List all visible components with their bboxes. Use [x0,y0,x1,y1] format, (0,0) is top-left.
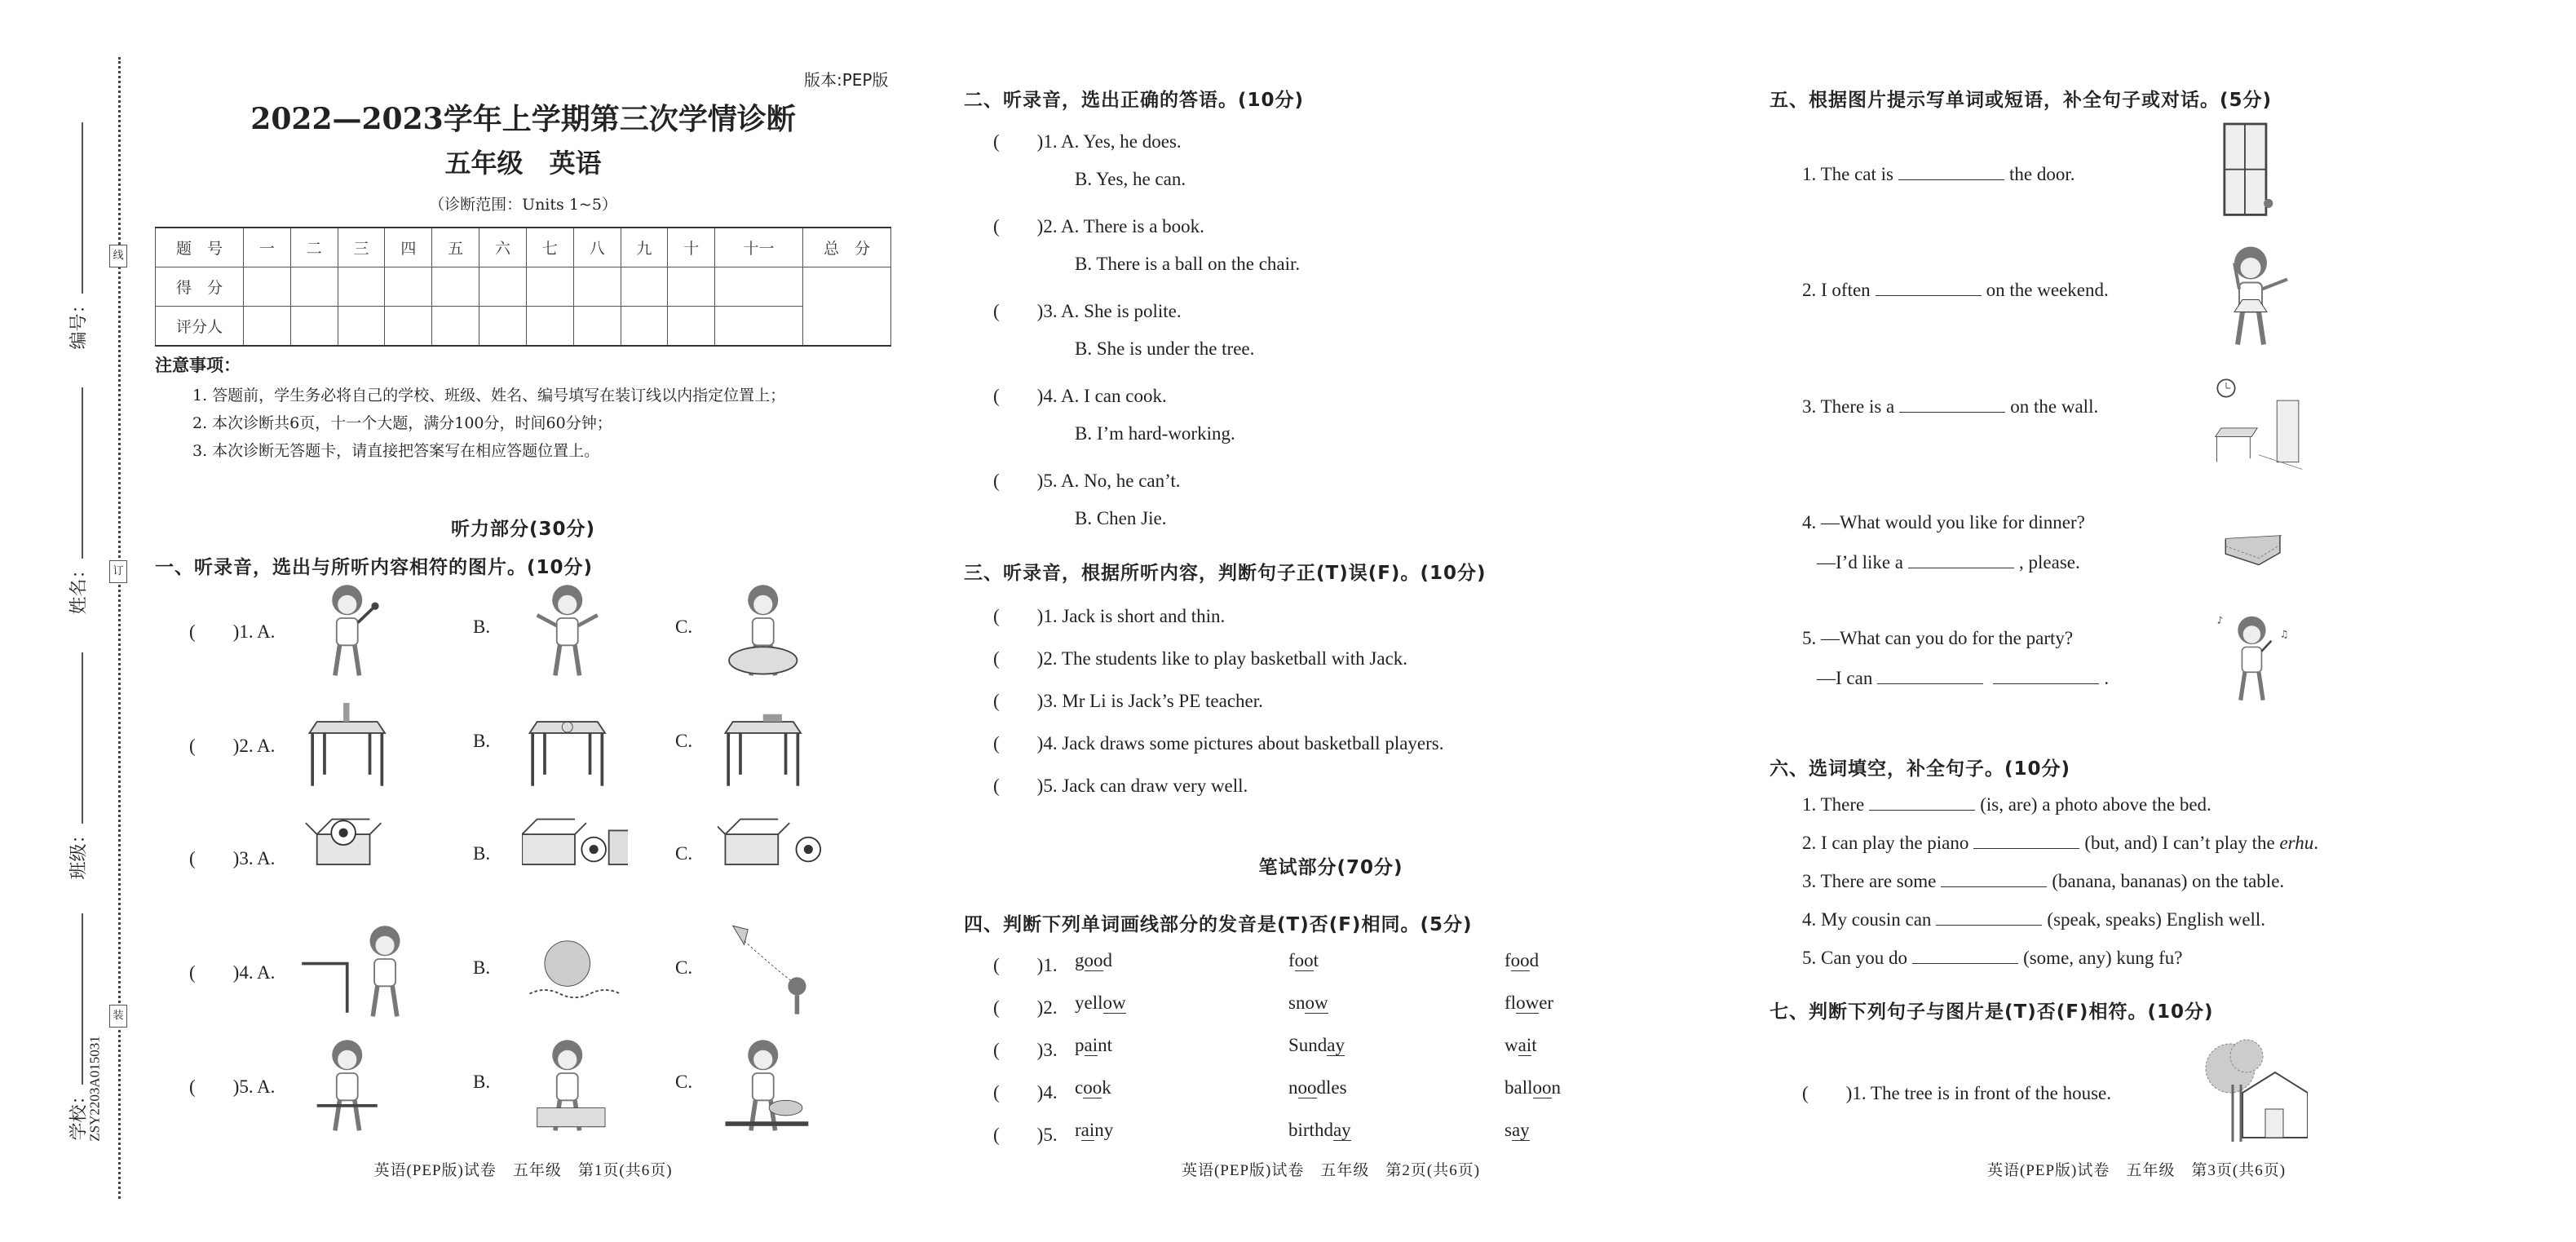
answer-blank[interactable] [1876,279,1982,296]
sentence-start: 3. There is a [1802,396,1895,417]
sentence-start: 2. I often [1802,280,1871,300]
sentence-period: . [2313,833,2318,853]
sandwich-icon [2210,506,2308,587]
word-part: sn [1288,992,1306,1013]
number-field-label: 编号： [68,295,90,350]
choose-word-sentence [1802,908,2265,930]
sentence-start: 2. I can play the piano [1802,833,1969,853]
edition-label: 版本:PEP版 [804,70,889,90]
choose-word-sentence [1802,832,2318,854]
word-part: r [1075,1120,1081,1140]
girl-drawing-icon [302,1032,408,1134]
score-cell[interactable] [338,267,385,307]
score-table-row [156,307,891,347]
score-cell[interactable] [244,307,291,347]
score-table-header-cell: 十 [668,228,715,267]
girl-cooking-icon [718,1032,824,1134]
answer-blank[interactable] [1912,947,2018,964]
pronunciation-word [1288,1120,1351,1141]
score-table-header-cell: 二 [290,228,338,267]
true-false-statement: ( )1. The tree is in front of the house. [1802,1083,2111,1103]
sentence-end: (some, any) kung fu? [2023,948,2183,968]
word-part: p [1075,1035,1085,1055]
score-cell[interactable] [338,307,385,347]
score-table-header-cell: 八 [573,228,621,267]
word-part: c [1075,1077,1084,1098]
question-label: ( )5. A. [189,1076,276,1097]
ball-beside-box-icon [718,804,824,906]
option-b-label: B. [473,731,491,751]
notes-title: 注意事项： [155,356,241,375]
question-label: ( )1. A. [189,621,276,642]
fill-blank-sentence [1817,551,2080,573]
score-cell[interactable] [621,307,668,347]
choose-word-sentence [1802,870,2284,892]
underlined-letters: oo [1083,1077,1102,1098]
note-item: 2. 本次诊断共6页，十一个大题，满分100分，时间60分钟； [192,414,612,432]
note-item: 1. 答题前，学生务必将自己的学校、班级、姓名、编号填写在装订线以内指定位置上； [192,387,786,404]
section6-heading: 六、选词填空，补全句子。(10分) [1770,758,2071,780]
class-field-label: 班级： [68,825,90,880]
girl-singing-icon [2210,595,2308,718]
word-part: ny [1094,1120,1114,1140]
true-false-statement: ( )3. Mr Li is Jack’s PE teacher. [993,691,1263,711]
score-cell[interactable] [573,267,621,307]
page1-footer: 英语(PEP版)试卷 五年级 第1页(共6页) [373,1162,673,1179]
dialogue-question: 5. —What can you do for the party? [1802,628,2074,648]
word-part: n [1551,1077,1561,1098]
score-cell[interactable] [668,307,715,347]
score-cell[interactable] [479,307,527,347]
question-option-b: B. Yes, he can. [1075,169,1186,189]
word-part: ball [1505,1077,1533,1098]
underlined-letters: ai [1518,1035,1532,1055]
underlined-letters: oo [1084,950,1103,970]
score-table-header-cell: 总 分 [803,228,891,267]
score-table-header-cell: 九 [621,228,668,267]
sentence-end: . [2104,668,2110,688]
score-cell[interactable] [526,267,573,307]
section5-heading: 五、根据图片提示写单词或短语，补全句子或对话。(5分) [1770,90,2273,111]
section2-heading: 二、听录音，选出正确的答语。(10分) [964,90,1305,111]
sentence-end: on the wall. [2010,396,2099,417]
door-with-cat-icon [2202,114,2308,228]
underlined-letters: ay [1327,1035,1345,1055]
answer-blank[interactable] [1936,908,2042,926]
name-field[interactable] [82,387,83,559]
answer-blank[interactable] [1877,667,1983,684]
question-option-a: ( )5. A. No, he can’t. [993,471,1181,491]
underlined-letters: oo [1510,950,1530,970]
question-number: ( )3. [993,1040,1058,1060]
word-part: d [1102,950,1112,970]
svg-text:♫: ♫ [2279,628,2289,640]
score-cell[interactable] [479,267,527,307]
score-cell[interactable] [668,267,715,307]
word-part: er [1539,992,1554,1013]
tree-and-house-icon [2194,1036,2308,1146]
sentence-end: (banana, bananas) on the table. [2052,871,2285,891]
pronunciation-word [1288,950,1319,971]
binding-dotted-line [118,57,121,1199]
staple-mark-zhuang: 装 [109,1005,127,1028]
underlined-letters: oo [1294,950,1314,970]
score-table-header-cell: 一 [244,228,291,267]
clock-on-wall-icon [2202,375,2316,473]
score-table-header-cell: 四 [385,228,432,267]
sentence-start: 1. There [1802,794,1865,815]
sentence-end: (is, are) a photo above the bed. [1980,794,2211,815]
word-part: d [1529,950,1540,970]
pronunciation-word [1288,1077,1347,1098]
number-field[interactable] [82,122,83,294]
score-cell[interactable] [621,267,668,307]
underlined-letters: oo [1297,1077,1317,1098]
fill-blank-sentence [1802,396,2098,418]
child-swimming-icon [522,918,628,1020]
option-c-label: C. [675,731,693,751]
sentence-start: 1. The cat is [1802,164,1893,184]
question-option-b: B. Chen Jie. [1075,508,1167,528]
score-cell[interactable] [385,267,432,307]
word-part: nt [1098,1035,1112,1055]
girl-ping-pong-icon [302,918,408,1020]
listening-part-title: 听力部分(30分) [450,519,596,540]
section1-heading: 一、听录音，选出与所听内容相符的图片。(10分) [155,557,594,578]
word-part: birthd [1288,1120,1333,1140]
line-mark: 线 [109,245,127,267]
diagnosis-scope: （诊断范围：Units 1~5） [429,196,617,214]
answer-blank[interactable] [1869,793,1975,811]
svg-text:♪: ♪ [2216,614,2224,626]
score-table-row-label: 评分人 [156,307,244,347]
underlined-letters: ai [1080,1120,1095,1140]
table-with-bottle-icon [302,692,408,793]
fill-blank-sentence [1802,163,2075,185]
section7-heading: 七、判断下列句子与图片是(T)否(F)相符。(10分) [1770,1001,2214,1023]
section3-heading: 三、听录音，根据所听内容，判断句子正(T)误(F)。(10分) [964,563,1487,584]
page2-footer: 英语(PEP版)试卷 五年级 第2页(共6页) [1181,1162,1481,1179]
paper-code: ZSY2203A015031 [86,1036,103,1142]
option-c-label: C. [675,1072,693,1092]
true-false-statement: ( )1. Jack is short and thin. [993,606,1226,626]
sentence-start: —I’d like a [1817,552,1904,572]
sentence-end: (speak, speaks) English well. [2047,909,2266,930]
question-option-a: ( )1. A. Yes, he does. [993,131,1182,152]
score-table-header-cell: 六 [479,228,527,267]
question-option-b: B. She is under the tree. [1075,338,1255,359]
question-option-a: ( )4. A. I can cook. [993,386,1167,406]
underlined-letters: ow [1102,992,1126,1013]
question-label: ( )4. A. [189,962,276,983]
answer-blank[interactable] [1941,870,2047,887]
score-cell[interactable] [244,267,291,307]
score-cell[interactable] [715,267,803,307]
word-part: dles [1316,1077,1347,1098]
option-b-label: B. [473,617,491,637]
score-cell[interactable] [432,267,479,307]
answer-blank[interactable] [1899,396,2005,413]
word-part: Sund [1288,1035,1328,1055]
option-b-label: B. [473,843,491,864]
underlined-letters: ay [1511,1120,1530,1140]
answer-blank[interactable] [1908,551,2014,568]
question-option-b: B. I’m hard-working. [1075,423,1235,444]
true-false-statement: ( )2. The students like to play basketball with Jack. [993,648,1408,669]
true-false-statement: ( )4. Jack draws some pictures about basketball players. [993,733,1444,754]
word-part: t [1531,1035,1537,1055]
score-cell[interactable] [715,307,803,347]
choose-word-sentence [1802,793,2211,815]
word-part: f [1288,950,1295,970]
pronunciation-word [1075,950,1112,971]
girl-writing-icon [522,1032,628,1134]
score-table-header-cell: 三 [338,228,385,267]
word-part: fl [1505,992,1517,1013]
underlined-letters: ay [1332,1120,1351,1140]
word-part: w [1505,1035,1518,1055]
answer-blank[interactable] [1973,832,2079,849]
sentence-start: 4. My cousin can [1802,909,1932,930]
sentence-start: 5. Can you do [1802,948,1908,968]
score-table-header-cell: 题 号 [156,228,244,267]
fill-blank-sentence [1817,667,2109,689]
pronunciation-word [1505,950,1539,971]
question-option-a: ( )2. A. There is a book. [993,216,1204,236]
question-number: ( )5. [993,1125,1058,1145]
pronunciation-word [1288,1035,1345,1056]
score-table [155,227,891,347]
sentence-start: —I can [1817,668,1873,688]
desk-with-book-icon [718,692,824,793]
question-number: ( )2. [993,997,1058,1018]
score-table-row [156,267,891,307]
girl-flying-kite-icon [718,918,824,1020]
score-cell[interactable] [290,267,338,307]
score-cell[interactable] [385,307,432,347]
question-label: ( )2. A. [189,736,276,756]
underlined-letters: oo [1532,1077,1552,1098]
italic-word: erhu [2279,833,2314,853]
fill-blank-sentence [1802,279,2109,301]
word-part: s [1505,1120,1512,1140]
word-part: g [1075,950,1085,970]
answer-blank[interactable] [1993,667,2099,684]
option-c-label: C. [675,843,693,864]
underlined-letters: ai [1084,1035,1098,1055]
word-part: t [1313,950,1319,970]
ball-in-box-icon [302,804,408,906]
written-part-title: 笔试部分(70分) [1258,857,1403,878]
staple-mark-ding: 订 [109,560,127,583]
page-title: 2022—2023学年上学期第三次学情诊断 [250,102,796,136]
option-c-label: C. [675,617,693,637]
question-number: ( )1. [993,955,1058,975]
boy-kung-fu-icon [522,577,628,679]
score-cell[interactable] [526,307,573,347]
underlined-letters: ow [1516,992,1540,1013]
pronunciation-word [1505,1077,1561,1098]
table-with-clock-icon [522,692,628,793]
sentence-end: the door. [2009,164,2075,184]
pronunciation-word [1505,1035,1537,1056]
option-c-label: C. [675,957,693,978]
question-number: ( )4. [993,1082,1058,1103]
school-field[interactable] [82,913,83,1085]
word-part: f [1505,950,1511,970]
score-table-header-cell: 七 [526,228,573,267]
score-cell[interactable] [573,307,621,347]
score-table-header-cell: 十一 [715,228,803,267]
question-option-b: B. There is a ball on the chair. [1075,254,1301,274]
school-field-label: 学校： [68,1086,90,1141]
pronunciation-word [1075,1077,1111,1098]
class-field[interactable] [82,652,83,824]
option-b-label: B. [473,1072,491,1092]
sentence-end: on the weekend. [1986,280,2109,300]
sentence-end: , please. [2019,552,2080,572]
pronunciation-word [1505,992,1553,1014]
word-part: k [1102,1077,1111,1098]
pronunciation-word [1075,1035,1112,1056]
pronunciation-word [1505,1120,1530,1141]
ball-between-boxes-icon [522,804,628,906]
answer-blank[interactable] [1898,163,2004,180]
score-table-header [156,228,891,267]
word-part: yell [1075,992,1103,1013]
word-part: n [1288,1077,1298,1098]
page-subtitle: 五年级 英语 [444,148,602,179]
boy-washing-clothes-icon [718,577,824,679]
question-label: ( )3. A. [189,848,276,869]
section4-heading: 四、判断下列单词画线部分的发音是(T)否(F)相同。(5分) [964,914,1473,935]
score-table-row-label: 得 分 [156,267,244,307]
girl-dancing-icon [2202,232,2316,355]
underlined-letters: ow [1305,992,1328,1013]
score-table-header-cell: 五 [432,228,479,267]
pronunciation-word [1075,1120,1113,1141]
option-b-label: B. [473,957,491,978]
total-score-cell[interactable] [803,267,891,347]
sentence-end: (but, and) I can’t play the [2084,833,2280,853]
question-option-a: ( )3. A. She is polite. [993,301,1182,321]
true-false-statement: ( )5. Jack can draw very well. [993,776,1248,796]
pronunciation-word [1075,992,1126,1014]
score-cell[interactable] [290,307,338,347]
choose-word-sentence [1802,947,2183,969]
pronunciation-word [1288,992,1328,1014]
note-item: 3. 本次诊断无答题卡，请直接把答案写在相应答题位置上。 [192,442,600,460]
sentence-start: 3. There are some [1802,871,1937,891]
name-field-label: 姓名： [68,560,90,615]
page3-footer: 英语(PEP版)试卷 五年级 第3页(共6页) [1986,1162,2287,1179]
score-cell[interactable] [432,307,479,347]
boy-singing-icon [302,577,408,679]
dialogue-question: 4. —What would you like for dinner? [1802,512,2085,533]
